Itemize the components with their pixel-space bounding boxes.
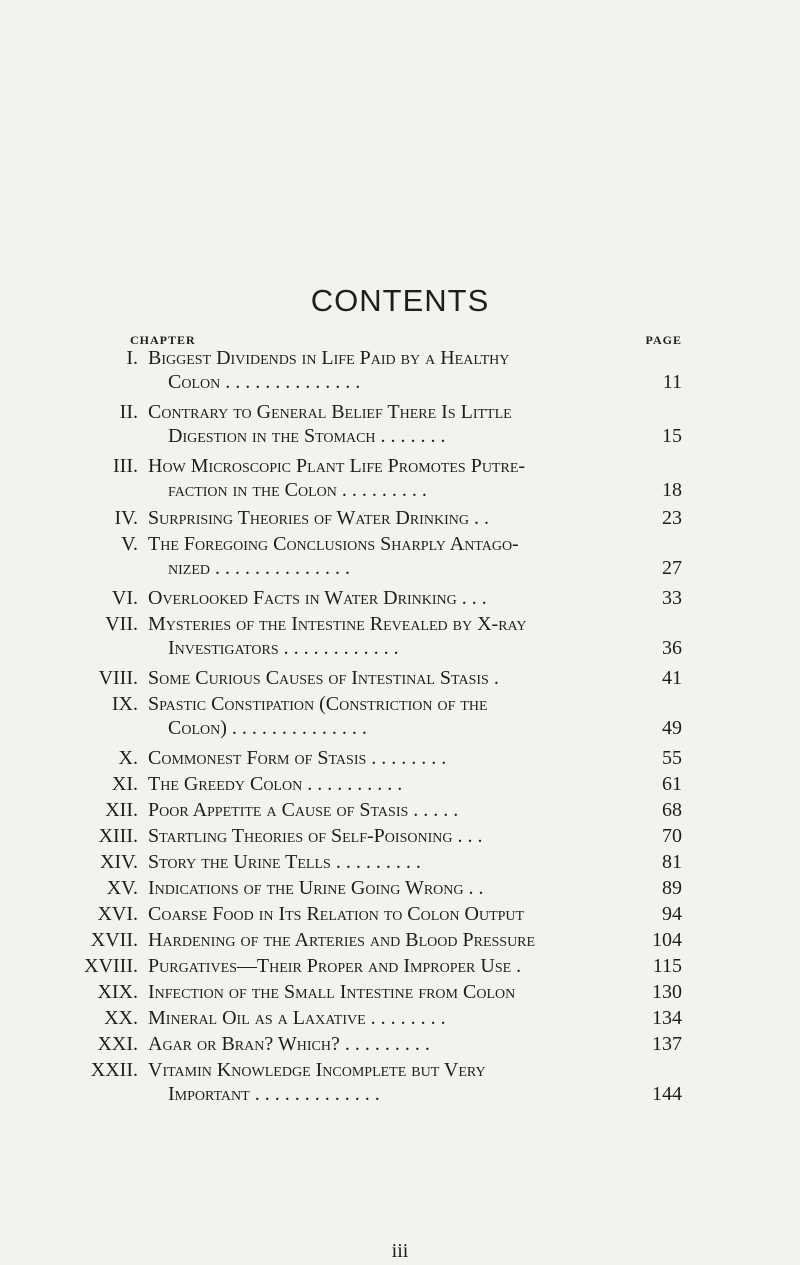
chapter-title: [148, 692, 618, 740]
chapter-number: XX.: [104, 1007, 138, 1029]
chapter-number: II.: [119, 401, 138, 423]
page-number: 61: [662, 773, 682, 795]
chapter-title: [148, 1058, 618, 1106]
page-number: 104: [652, 929, 682, 951]
page-number: 23: [662, 507, 682, 529]
chapter-number: VIII.: [98, 667, 138, 689]
page-number: 144: [652, 1083, 682, 1105]
chapter-number: VI.: [111, 587, 138, 609]
chapter-number: XXII.: [90, 1059, 138, 1081]
chapter-title-line: Overlooked Facts in Water Drinking . . .: [148, 587, 487, 609]
chapter-title: [148, 772, 618, 796]
chapter-number: XIX.: [97, 981, 138, 1003]
chapter-title-line: Poor Appetite a Cause of Stasis . . . . .: [148, 799, 459, 821]
chapter-title-line: Purgatives—Their Proper and Improper Use .: [148, 955, 522, 977]
chapter-title-line: Colon . . . . . . . . . . . . . .: [168, 371, 361, 393]
chapter-title-line: Startling Theories of Self-Poisoning . . .: [148, 825, 483, 847]
chapter-title: [148, 1032, 618, 1056]
chapter-title: [148, 746, 618, 770]
page-number: 18: [662, 479, 682, 501]
chapter-number: III.: [113, 455, 138, 477]
chapter-title-line: Contrary to General Belief There Is Little: [148, 401, 512, 423]
chapter-title: [148, 1006, 618, 1030]
chapter-title-line: Agar or Bran? Which? . . . . . . . . .: [148, 1033, 430, 1055]
chapter-title: [148, 454, 618, 502]
chapter-number: XVII.: [90, 929, 138, 951]
chapter-title: [148, 346, 618, 394]
chapter-number: XI.: [111, 773, 138, 795]
chapter-title: [148, 798, 618, 822]
chapter-number: XII.: [105, 799, 138, 821]
chapter-title: [148, 532, 618, 580]
chapter-title: [148, 876, 618, 900]
page-title: CONTENTS: [310, 283, 490, 318]
page-number: 15: [662, 425, 682, 447]
chapter-title-line: Mineral Oil as a Laxative . . . . . . . .: [148, 1007, 446, 1029]
chapter-number: V.: [121, 533, 138, 555]
chapter-title-line: Story the Urine Tells . . . . . . . . .: [148, 851, 421, 873]
chapter-title-line: Digestion in the Stomach . . . . . . .: [168, 425, 446, 447]
page-column-header: PAGE: [645, 333, 682, 347]
chapter-title-line: Spastic Constipation (Constriction of the: [148, 693, 488, 715]
page-number: 137: [652, 1033, 682, 1055]
chapter-number: XVIII.: [84, 955, 138, 977]
chapter-number: VII.: [105, 613, 138, 635]
page-number: 130: [652, 981, 682, 1003]
chapter-title-line: Infection of the Small Intestine from Colon: [148, 981, 516, 1003]
chapter-title-line: The Greedy Colon . . . . . . . . . .: [148, 773, 403, 795]
chapter-number: IV.: [114, 507, 138, 529]
page-number: 134: [652, 1007, 682, 1029]
chapter-title: [148, 928, 618, 952]
chapter-title-line: Investigators . . . . . . . . . . . .: [168, 637, 399, 659]
chapter-title: [148, 506, 618, 530]
chapter-title: [148, 850, 618, 874]
page-number: 33: [662, 587, 682, 609]
chapter-number: XIII.: [98, 825, 138, 847]
page-number: 89: [662, 877, 682, 899]
page-number: 68: [662, 799, 682, 821]
chapter-title-line: Hardening of the Arteries and Blood Pressure: [148, 929, 536, 951]
chapter-title-line: Colon) . . . . . . . . . . . . . .: [168, 717, 367, 739]
page-number: 36: [662, 637, 682, 659]
page-number: 11: [662, 371, 682, 393]
chapter-title: [148, 824, 618, 848]
page-number: 70: [662, 825, 682, 847]
chapter-title: [148, 980, 618, 1004]
chapter-title: [148, 612, 618, 660]
chapter-title: [148, 902, 618, 926]
chapter-title-line: The Foregoing Conclusions Sharply Antago-: [148, 533, 519, 555]
page-number: 94: [662, 903, 682, 925]
chapter-column-header: CHAPTER: [130, 333, 196, 347]
chapter-number: XIV.: [100, 851, 138, 873]
page-number: 81: [662, 851, 682, 873]
page-number: 55: [662, 747, 682, 769]
chapter-title: [148, 400, 618, 448]
chapter-title: [148, 666, 618, 690]
chapter-title-line: Important . . . . . . . . . . . . .: [168, 1083, 380, 1105]
chapter-title-line: Some Curious Causes of Intestinal Stasis .: [148, 667, 499, 689]
chapter-number: XV.: [106, 877, 138, 899]
page-number: 27: [662, 557, 682, 579]
page-number: 49: [662, 717, 682, 739]
chapter-title-line: How Microscopic Plant Life Promotes Putre-: [148, 455, 526, 477]
chapter-title-line: Coarse Food in Its Relation to Colon Output: [148, 903, 525, 925]
chapter-number: X.: [118, 747, 138, 769]
chapter-title-line: Mysteries of the Intestine Revealed by X-ray: [148, 613, 527, 635]
chapter-number: IX.: [111, 693, 138, 715]
chapter-number: I.: [126, 347, 138, 369]
chapter-title: [148, 954, 618, 978]
page-number: 41: [662, 667, 682, 689]
chapter-title: [148, 586, 618, 610]
chapter-title-line: Indications of the Urine Going Wrong . .: [148, 877, 484, 899]
page-number: 115: [652, 955, 682, 977]
chapter-title-line: Vitamin Knowledge Incomplete but Very: [148, 1059, 486, 1081]
chapter-number: XVI.: [97, 903, 138, 925]
chapter-title-line: nized . . . . . . . . . . . . . .: [168, 557, 350, 579]
chapter-title-line: Biggest Dividends in Life Paid by a Healthy: [148, 347, 510, 369]
chapter-title-line: faction in the Colon . . . . . . . . .: [168, 479, 427, 501]
chapter-title-line: Surprising Theories of Water Drinking . .: [148, 507, 489, 529]
chapter-number: XXI.: [97, 1033, 138, 1055]
chapter-title-line: Commonest Form of Stasis . . . . . . . .: [148, 747, 447, 769]
page-folio: iii: [391, 1240, 409, 1262]
